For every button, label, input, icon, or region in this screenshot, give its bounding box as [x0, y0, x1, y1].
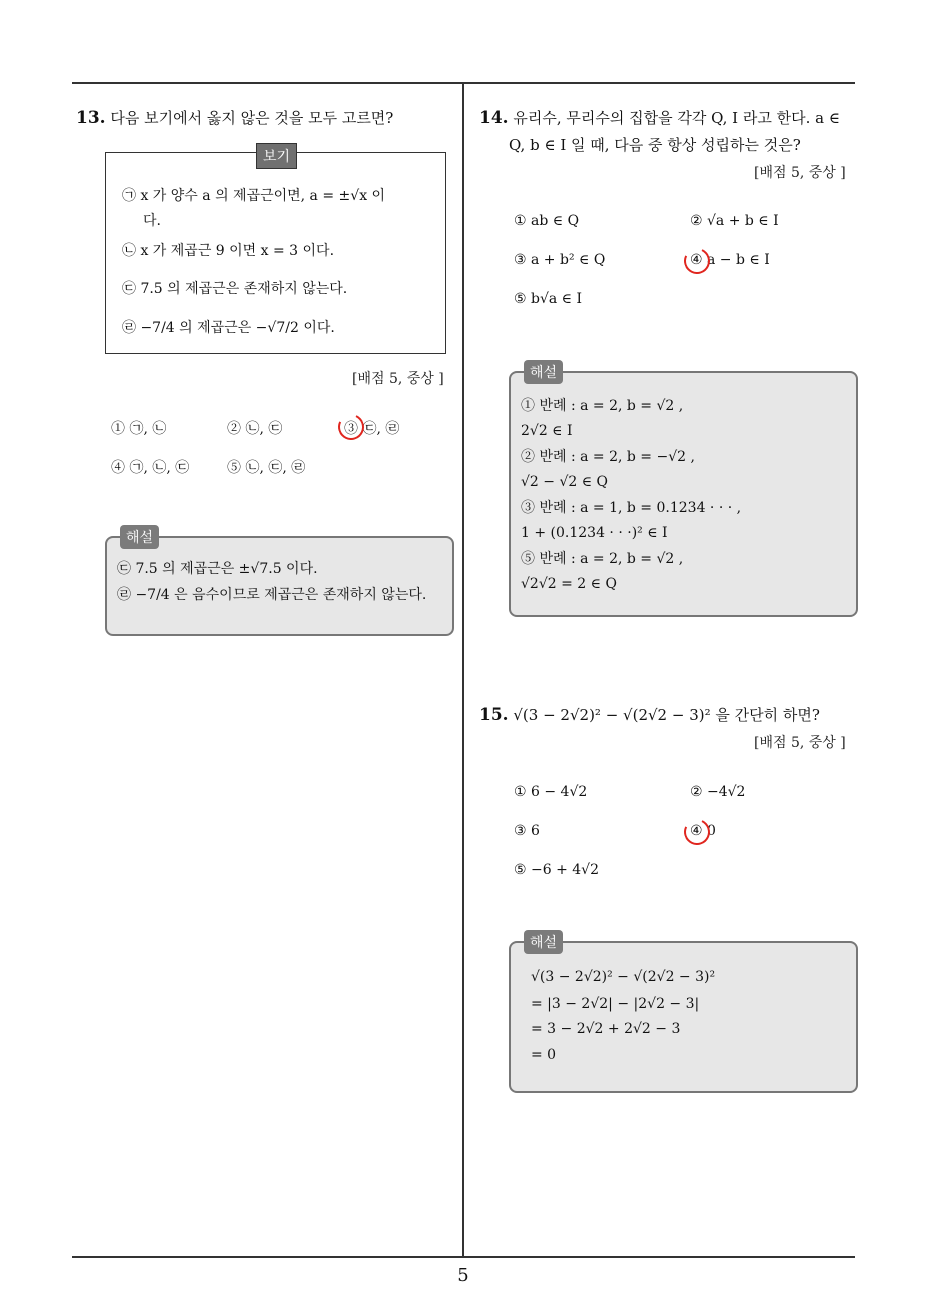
q15-option-3[interactable]: ③ 6 [514, 823, 540, 839]
q14-explanation-line-2: 2√2 ∈ I [521, 423, 573, 439]
question-15 [479, 703, 820, 728]
answer-mark-q13 [334, 410, 367, 443]
q14-explanation-line-4: √2 − √2 ∈ Q [521, 474, 609, 490]
q15-option-2[interactable]: ② −4√2 [690, 784, 746, 800]
question-13-number: 13. [76, 108, 106, 128]
q13-option-5[interactable]: ⑤ ㉡, ㉢, ㉣ [227, 460, 306, 476]
question-14-text-line1: 유리수, 무리수의 집합을 각각 Q, I 라고 한다. a ∈ [513, 109, 840, 127]
question-14-score: [배점 5, 중상 ] [754, 165, 846, 181]
q14-explanation-line-1: ① 반례 : a = 2, b = √2 , [521, 398, 684, 414]
q14-explanation-line-8: √2√2 = 2 ∈ Q [521, 576, 617, 592]
bogi-item-1-cont: 다. [143, 213, 161, 229]
q14-explanation-line-5: ③ 반례 : a = 1, b = 0.1234 · · · , [521, 500, 742, 516]
q15-explanation-line-4: = 0 [531, 1047, 557, 1063]
q15-explanation-label: 해설 [524, 930, 563, 954]
q13-option-1[interactable]: ① ㉠, ㉡ [111, 421, 167, 437]
q14-explanation-line-7: ⑤ 반례 : a = 2, b = √2 , [521, 551, 684, 567]
q14-option-3[interactable]: ③ a + b² ∈ Q [514, 252, 606, 268]
question-13-score: [배점 5, 중상 ] [352, 371, 444, 387]
bogi-item-4: ㉣ −7/4 의 제곱근은 −√7/2 이다. [122, 320, 335, 336]
q13-option-2[interactable]: ② ㉡, ㉢ [227, 421, 283, 437]
q14-explanation-label: 해설 [524, 360, 563, 384]
top-rule [72, 82, 855, 84]
q14-option-5[interactable]: ⑤ b√a ∈ I [514, 291, 583, 307]
question-14 [479, 106, 840, 131]
answer-mark-q14 [680, 244, 713, 277]
q13-option-3[interactable]: ③ ㉢, ㉣ [344, 421, 400, 437]
question-15-number: 15. [479, 705, 509, 725]
q15-explanation-line-2: = |3 − 2√2| − |2√2 − 3| [531, 996, 700, 1012]
bottom-rule [72, 1256, 855, 1258]
bogi-item-1: ㉠ x 가 양수 a 의 제곱근이면, a = ±√x 이 [122, 188, 386, 204]
bogi-item-3: ㉢ 7.5 의 제곱근은 존재하지 않는다. [122, 281, 348, 297]
question-13-text: 다음 보기에서 옳지 않은 것을 모두 고르면? [110, 109, 394, 127]
q15-explanation-line-3: = 3 − 2√2 + 2√2 − 3 [531, 1021, 681, 1037]
q14-explanation-line-3: ② 반례 : a = 2, b = −√2 , [521, 449, 695, 465]
q15-option-5[interactable]: ⑤ −6 + 4√2 [514, 862, 600, 878]
q14-option-1[interactable]: ① ab ∈ Q [514, 213, 580, 229]
q15-explanation-panel [509, 941, 858, 1093]
q13-explanation-line-1: ㉢ 7.5 의 제곱근은 ±√7.5 이다. [117, 561, 318, 577]
q15-option-1[interactable]: ① 6 − 4√2 [514, 784, 588, 800]
bogi-label: 보기 [256, 143, 297, 169]
q13-explanation-line-2: ㉣ −7/4 은 음수이므로 제곱근은 존재하지 않는다. [117, 587, 427, 603]
q14-explanation-line-6: 1 + (0.1234 · · ·)² ∈ I [521, 525, 668, 541]
q14-option-2[interactable]: ② √a + b ∈ I [690, 213, 779, 229]
page-number: 5 [457, 1265, 469, 1286]
q13-option-4[interactable]: ④ ㉠, ㉡, ㉢ [111, 460, 190, 476]
bogi-item-2: ㉡ x 가 제곱근 9 이면 x = 3 이다. [122, 243, 335, 259]
question-13 [76, 106, 393, 131]
q13-explanation-label: 해설 [120, 525, 159, 549]
answer-mark-q15 [680, 815, 713, 848]
question-15-text: √(3 − 2√2)² − √(2√2 − 3)² 을 간단히 하면? [513, 706, 820, 724]
question-15-score: [배점 5, 중상 ] [754, 735, 846, 751]
q15-option-4[interactable]: ④ 0 [690, 823, 716, 839]
column-divider [462, 82, 464, 1257]
q14-option-4[interactable]: ④ a − b ∈ I [690, 252, 770, 268]
question-14-number: 14. [479, 108, 509, 128]
question-14-text-line2: Q, b ∈ I 일 때, 다음 중 항상 성립하는 것은? [509, 136, 801, 154]
q15-explanation-line-1: √(3 − 2√2)² − √(2√2 − 3)² [531, 969, 716, 985]
